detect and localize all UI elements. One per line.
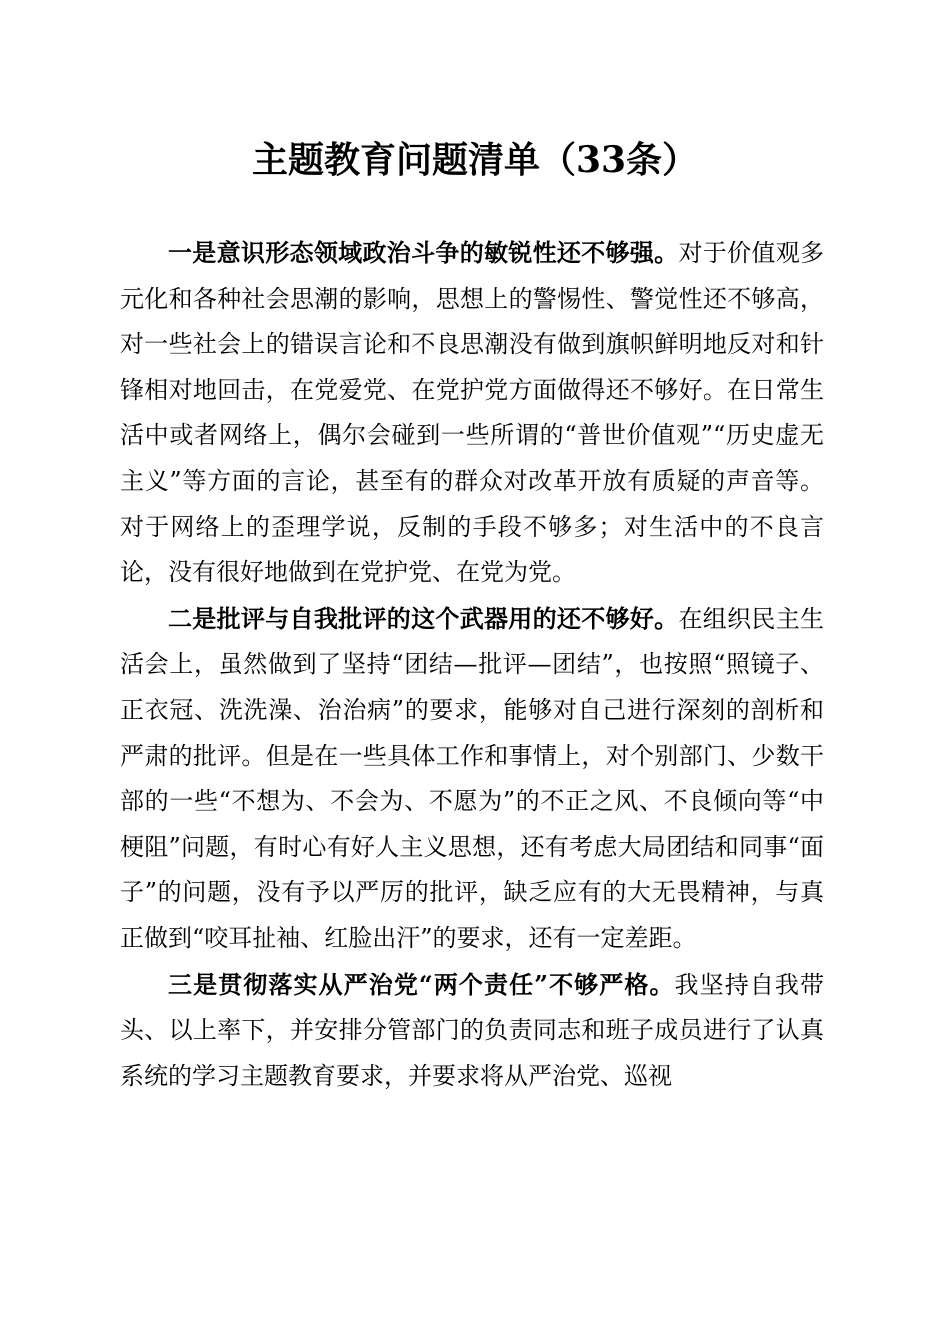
paragraph-2-heading: 二是批评与自我批评的这个武器用的还不够好。	[168, 603, 679, 633]
paragraph-3-heading: 三是贯彻落实从严治党“两个责任”不够严格。	[168, 969, 675, 999]
paragraph-3-text: 我坚持自我带头、以上率下，并安排分管部门的负责同志和班子成员进行了认真系统的学习主题教育要求，并要求将从严治党、巡视	[120, 970, 825, 1090]
paragraph-2-text: 在组织民主生活会上，虽然做到了坚持“团结—批评—团结”，也按照“照镜子、正衣冠、洗洗澡、治治病”的要求，能够对自己进行深刻的剖析和严肃的批评。但是在一些具体工作和事情上，对个别部门、少数干部的一些“不想为、不会为、不愿为”的不正之风、不良倾向等“中梗阻”问题，有时心有好人主义思想，还有考虑大局团结和同事“面子”的问题，没有予以严厉的批评，缺乏应有的大无畏精神，与真正做到“咬耳扯袖、红脸出汗”的要求，还有一定差距。	[120, 604, 825, 952]
document-title: 主题教育问题清单（33条）	[251, 139, 699, 181]
paragraph-3	[120, 962, 824, 1100]
paragraph-1-heading: 一是意识形态领域政治斗争的敏锐性还不够强。	[168, 238, 679, 267]
document-body	[120, 230, 824, 1099]
paragraph-1-text: 对于价值观多元化和各种社会思潮的影响，思想上的警惕性、警觉性还不够高，对一些社会上的错误言论和不良思潮没有做到旗帜鲜明地反对和针锋相对地回击，在党爱党、在党护党方面做得还不够好。在日常生活中或者网络上，偶尔会碰到一些所谓的“普世价值观”“历史虚无主义”等方面的言论，甚至有的群众对改革开放有质疑的声音等。对于网络上的歪理学说，反制的手段不够多；对生活中的不良言论，没有很好地做到在党护党、在党为党。	[120, 239, 825, 587]
paragraph-1	[120, 230, 824, 596]
paragraph-2	[120, 596, 824, 962]
